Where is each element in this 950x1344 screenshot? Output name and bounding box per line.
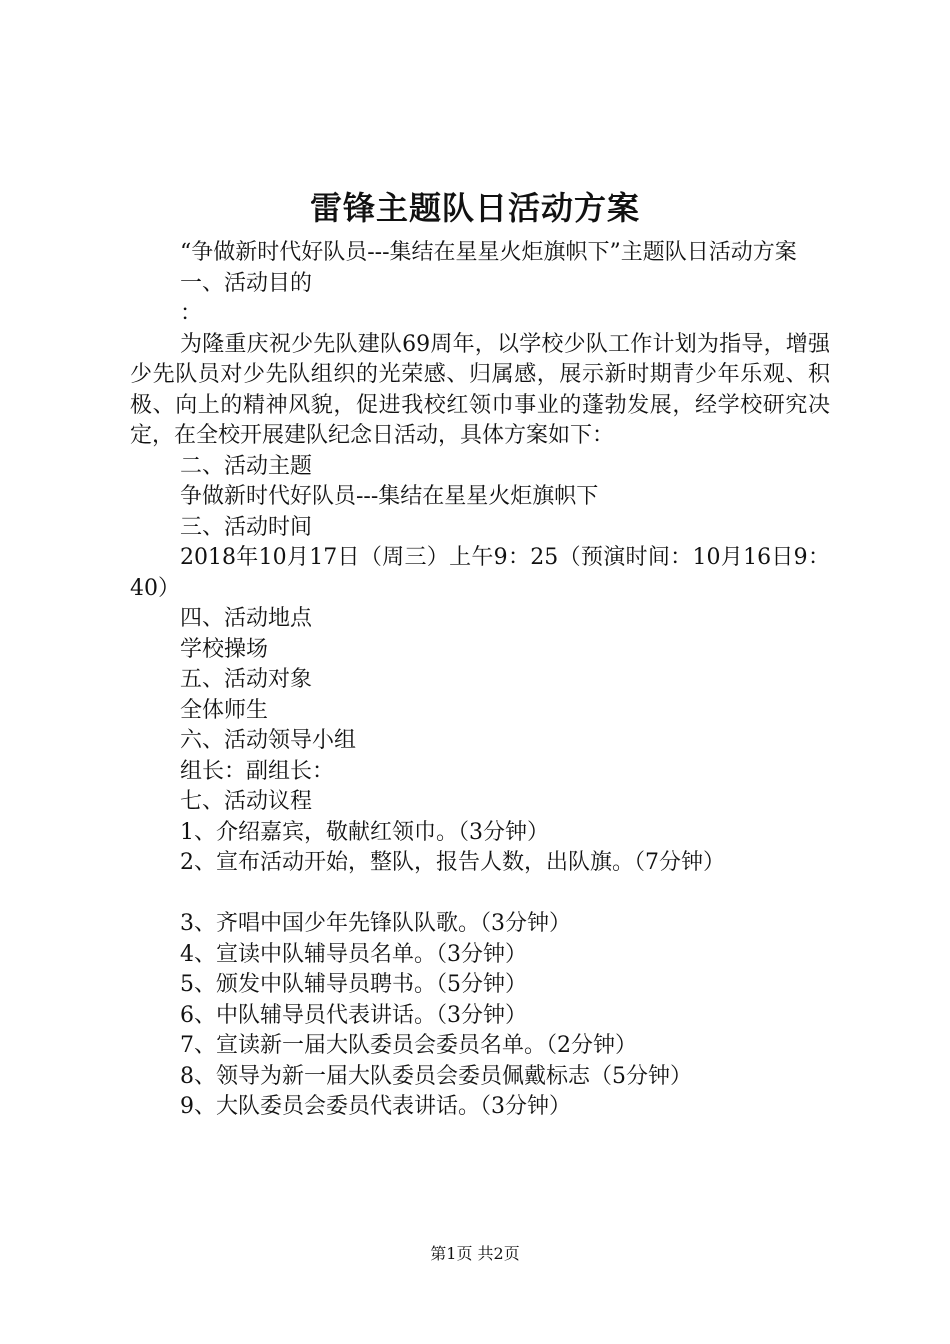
theme-text: 争做新时代好队员---集结在星星火炬旗帜下: [180, 484, 599, 509]
section-heading-leadership: 六、活动领导小组: [180, 728, 357, 753]
purpose-paragraph: 为隆重庆祝少先队建队69周年，以学校少队工作计划为指导，增强少先队员对少先队组织的光荣感、归属感，展示新时期青少年乐观、积极、向上的精神风貌，促进我校红领巾事业的蓬勃发展，经学校研究决定，在全校开展建队纪念日活动，具体方案如下：: [130, 331, 830, 448]
agenda-item: 1、介绍嘉宾，敬献红领巾。（3分钟）: [180, 819, 549, 845]
agenda-item: 7、宣读新一届大队委员会委员名单。（2分钟）: [180, 1033, 637, 1058]
participants-text: 全体师生: [180, 697, 269, 723]
agenda-item: 4、宣读中队辅导员名单。（3分钟）: [180, 941, 527, 967]
section-heading-time: 三、活动时间: [180, 514, 313, 540]
section-heading-agenda: 七、活动议程: [180, 789, 313, 814]
intro-paragraph: “争做新时代好队员---集结在星星火炬旗帜下”主题队日活动方案: [180, 240, 797, 265]
agenda-item: 3、齐唱中国少年先锋队队歌。（3分钟）: [180, 911, 571, 936]
colon-line: ：: [180, 301, 203, 326]
time-text: 2018年10月17日（周三）上午9：25（预演时间：10月16日9：40）: [130, 545, 830, 601]
document-title: 雷锋主题队日活动方案: [309, 189, 640, 227]
blank-line: [130, 879, 830, 910]
section-heading-location: 四、活动地点: [180, 606, 313, 631]
section-heading-participants: 五、活动对象: [180, 667, 313, 692]
agenda-item: 5、颁发中队辅导员聘书。（5分钟）: [180, 972, 527, 997]
leadership-text: 组长：副组长：: [180, 758, 335, 784]
section-heading-purpose: 一、活动目的: [180, 270, 313, 296]
section-heading-theme: 二、活动主题: [180, 453, 313, 479]
agenda-item: 8、领导为新一届大队委员会委员佩戴标志（5分钟）: [180, 1063, 692, 1089]
agenda-item: 9、大队委员会委员代表讲话。（3分钟）: [180, 1094, 571, 1119]
agenda-item: 2、宣布活动开始，整队，报告人数，出队旗。（7分钟）: [180, 850, 725, 875]
agenda-item: 6、中队辅导员代表讲话。（3分钟）: [180, 1002, 527, 1028]
document-body: [130, 238, 830, 1123]
page-footer: 第1页 共2页: [430, 1244, 520, 1263]
location-text: 学校操场: [180, 636, 269, 662]
